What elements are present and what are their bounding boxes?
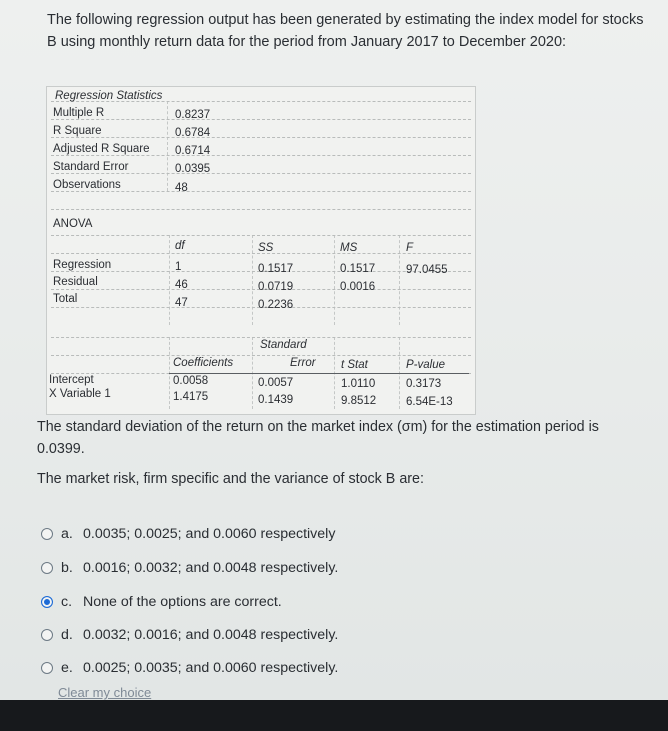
option-e[interactable] (41, 657, 338, 679)
coef-row-label: X Variable 1 (49, 388, 111, 400)
coef-se: 0.0057 (258, 377, 294, 389)
regression-output-table (46, 86, 476, 415)
coef-header-coef: Coefficients (173, 357, 234, 369)
radio-a[interactable] (41, 528, 53, 540)
question-prompt: The market risk, firm specific and the variance of stock B are: (37, 471, 424, 487)
stat-value: 0.8237 (175, 109, 211, 121)
option-b[interactable] (41, 557, 338, 579)
coef-se: 0.1439 (258, 394, 294, 406)
option-letter: b. (61, 560, 73, 576)
anova-ss: 0.0719 (258, 281, 294, 293)
stat-value: 0.6784 (175, 127, 211, 139)
anova-df: 47 (175, 297, 188, 309)
coef-header-se-bottom: Error (290, 357, 316, 369)
anova-header-f: F (406, 242, 414, 254)
stat-value: 0.6714 (175, 145, 211, 157)
stat-label: Standard Error (53, 161, 129, 173)
option-text: None of the options are correct. (83, 594, 282, 610)
anova-row-label: Total (53, 293, 78, 305)
stat-label: Adjusted R Square (53, 143, 150, 155)
regression-statistics-title: Regression Statistics (55, 90, 163, 102)
coef-t: 1.0110 (341, 378, 376, 390)
anova-header-ss: SS (258, 242, 274, 254)
anova-row-label: Regression (53, 259, 112, 271)
stat-label: Multiple R (53, 107, 105, 119)
anova-df: 1 (175, 261, 182, 273)
option-letter: d. (61, 627, 73, 643)
anova-header-df: df (175, 240, 185, 252)
option-c[interactable] (41, 591, 282, 613)
anova-ms: 0.0016 (340, 281, 376, 293)
option-letter: c. (61, 594, 73, 610)
option-text: 0.0032; 0.0016; and 0.0048 respectively. (83, 627, 339, 643)
option-letter: a. (61, 526, 73, 542)
anova-ms: 0.1517 (340, 263, 376, 275)
coef-header-p: P-value (406, 359, 445, 371)
coef-t: 9.8512 (341, 395, 377, 407)
option-letter: e. (61, 660, 73, 676)
anova-row-label: Residual (53, 276, 98, 288)
stat-label: R Square (53, 125, 102, 137)
coef-value: 0.0058 (173, 375, 209, 387)
clear-choice-link[interactable]: Clear my choice (58, 685, 152, 700)
radio-d[interactable] (41, 629, 53, 641)
stat-label: Observations (53, 179, 121, 191)
anova-ss: 0.1517 (258, 263, 294, 275)
anova-title: ANOVA (53, 218, 93, 230)
option-text: 0.0025; 0.0035; and 0.0060 respectively. (83, 660, 339, 676)
radio-b[interactable] (41, 562, 53, 574)
coef-row-label: Intercept (49, 374, 94, 386)
stat-value: 0.0395 (175, 163, 211, 175)
coef-p: 6.54E-13 (406, 396, 453, 408)
radio-e[interactable] (41, 662, 53, 674)
anova-f: 97.0455 (406, 264, 448, 276)
coef-header-t: t Stat (341, 359, 368, 371)
option-a[interactable] (41, 523, 335, 545)
stat-value: 48 (175, 182, 188, 194)
option-d[interactable] (41, 624, 338, 646)
anova-ss: 0.2236 (258, 299, 294, 311)
coef-header-se-top: Standard (260, 339, 307, 351)
anova-header-ms: MS (340, 242, 358, 254)
option-text: 0.0016; 0.0032; and 0.0048 respectively. (83, 560, 339, 576)
question-info: The standard deviation of the return on the market index (σm) for the estimation period is 0.0399. (37, 419, 599, 457)
coef-p: 0.3173 (406, 378, 442, 390)
coef-value: 1.4175 (173, 391, 209, 403)
option-text: 0.0035; 0.0025; and 0.0060 respectively (83, 526, 336, 542)
radio-c-selected[interactable] (41, 596, 53, 608)
bottom-bar (0, 700, 668, 731)
question-intro: The following regression output has been generated by estimating the index model for stocks B using monthly return data for the period from January 2017 to December 2020: (47, 12, 644, 50)
anova-df: 46 (175, 279, 188, 291)
